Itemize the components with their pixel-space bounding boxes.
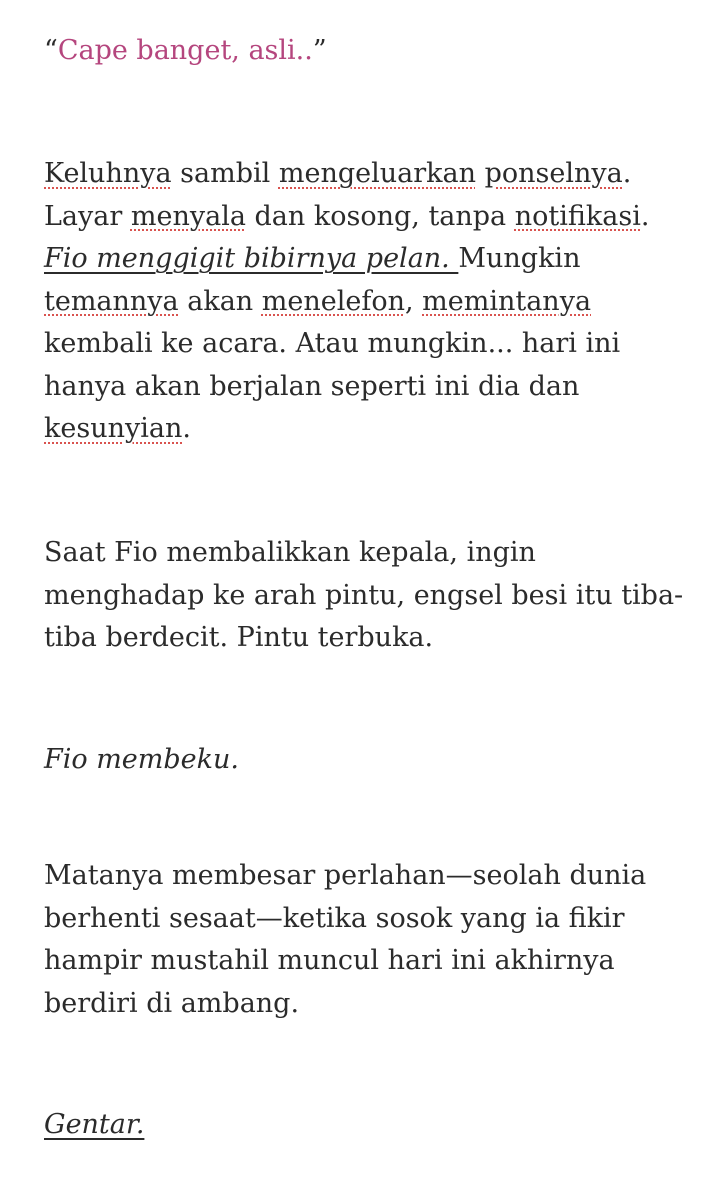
spellcheck-word[interactable]: notifikasi xyxy=(514,200,641,232)
text-run: sambil xyxy=(171,158,279,189)
text-run: . xyxy=(182,413,191,444)
text-run: kembali ke acara. Atau mungkin... hari ini hanya akan berjalan seperti ini dia dan xyxy=(44,328,621,402)
spellcheck-word[interactable]: memintanya xyxy=(422,285,592,317)
text-run xyxy=(476,158,485,189)
text-run: Layar xyxy=(44,200,131,232)
spellcheck-word[interactable]: menelefon xyxy=(261,285,405,317)
text-run: , xyxy=(404,285,423,317)
paragraph-1 xyxy=(44,153,684,451)
paragraph-3 xyxy=(44,739,684,782)
text-run: akan xyxy=(178,285,262,317)
dialogue-text: Cape banget, asli.. xyxy=(57,35,313,66)
spellcheck-word[interactable]: ponselnya xyxy=(484,158,623,189)
spellcheck-word[interactable]: Keluhnya xyxy=(44,158,172,189)
spellcheck-word[interactable]: temannya xyxy=(44,285,179,317)
italic-line: Fio membeku. xyxy=(44,744,239,775)
open-quote: “ xyxy=(44,35,58,66)
paragraph-5 xyxy=(44,1104,684,1147)
paragraph-4: Matanya membesar perlahan—seolah dunia berhenti sesaat—ketika sosok yang ia fikir hampir mustahil muncul hari ini akhirnya berdiri di ambang. xyxy=(44,860,647,1019)
spellcheck-word[interactable]: menyala xyxy=(130,200,246,232)
close-quote: ” xyxy=(312,35,327,66)
italic-underlined-phrase: Fio menggigit bibirnya pelan. xyxy=(44,243,459,274)
text-run: . xyxy=(622,158,632,189)
text-run: dan kosong, tanpa xyxy=(245,200,515,232)
italic-underlined-word: Gentar. xyxy=(44,1109,145,1140)
text-run: . xyxy=(640,200,650,232)
spellcheck-word[interactable]: mengeluarkan xyxy=(278,158,476,189)
text-run: Mungkin xyxy=(458,243,581,274)
paragraph-2: Saat Fio membalikkan kepala, ingin menghadap ke arah pintu, engsel besi itu tiba-tiba berdecit. Pintu terbuka. xyxy=(44,537,684,653)
dialogue-line xyxy=(44,30,684,73)
spellcheck-word[interactable]: kesunyian xyxy=(44,413,183,444)
